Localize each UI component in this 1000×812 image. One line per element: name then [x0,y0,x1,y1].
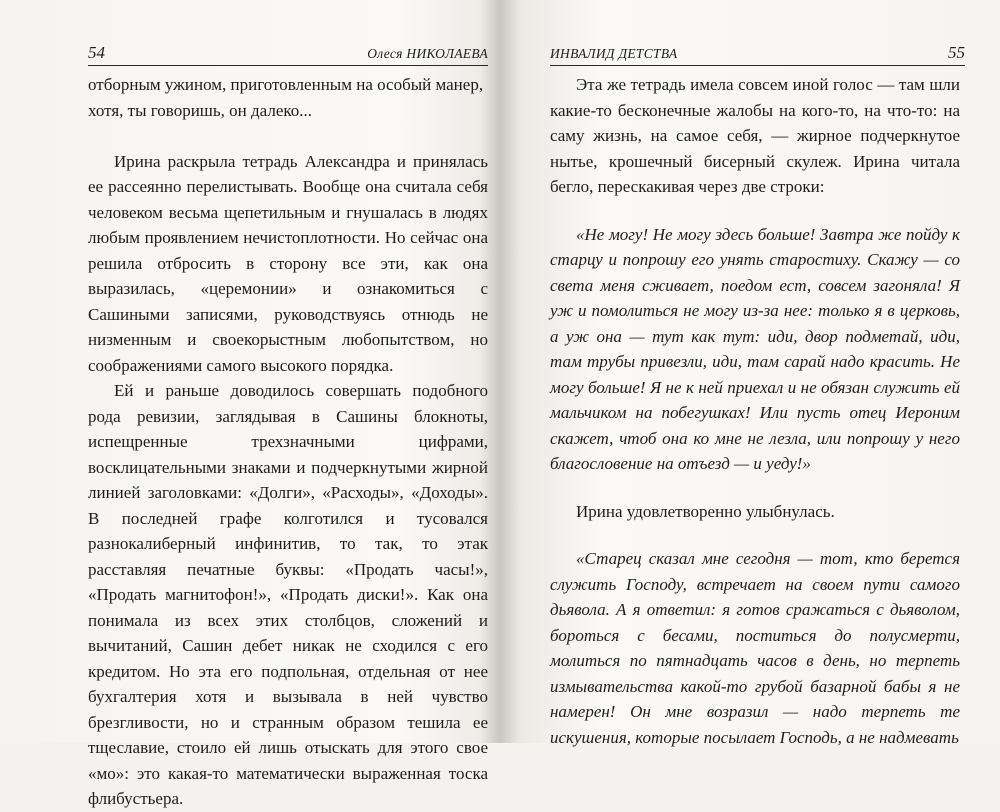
page-number: 55 [948,43,965,62]
header-rule [88,65,488,66]
header-rule [550,65,965,66]
right-page-header [550,43,965,73]
paragraph: отборным ужином, приготовленным на особый манер, хотя, ты говоришь, он далеко... [88,75,484,120]
paragraph: Ирина раскрыла тетрадь Александра и принялась ее рассеянно перелистывать. Вообще она считала себя человеком весьма щепетильным и гнушалась в людях любым проявлением нечистоплотности. Но сейчас она решила отбросить в сторону все эти, как она выразилась, «церемонии» и ознакомиться с Сашиными записями, руководствуясь отнюдь не низменным и своекорыстным любопытством, но соображениями самого высокого порядка. [88,151,488,375]
quoted-diary-entry: «Не могу! Не могу здесь больше! Завтра же пойду к старцу и попрошу его унять старостиху. Скажу — со света меня сживает, поедом ест, совсем загоняла! Я уж и помолиться не могу из-за нее: только я в церковь, а уж она — тут как тут: иди, двор подметай, иди, там трубы привезли, иди, там сарай надо красить. Не могу больше! Я не к ней приехал и не обязан служить ей мальчиком на побегушках! Или пусть отец Иероним скажет, чтоб она ко мне не лезла, или попрошу у него благословение на отъезд — и уеду!» [550,224,960,473]
left-page [0,0,500,808]
paragraph: Ей и раньше доводилось совершать подобного рода ревизии, заглядывая в Сашины блокноты, испещренные трехзначными цифрами, восклицательными знаками и подчеркнутыми жирной линией заголовками: «Долги», «Расходы», «Доходы». В последней графе колготился и тусовался разнокалиберный инфинитив, то так, то этак расставляя печатные буквы: «Продать часы!», «Продать магнитофон!», «Продать диски!». Как она понимала из всех этих столбцов, сложений и вычитаний, Сашин дебет никак не сходился с его кредитом. Но эта его подпольная, отдельная от нее бухгалтерия хотя и вызывала в ней чувство брезгливости, но и странным образом тешила ее тщеславие, стоило ей лишь отыскать для этого свое «мо»: это какая-то математически выраженная тоска флибустьера. [88,381,488,808]
right-page-body [550,72,960,750]
running-title: Олеся НИКОЛАЕВА [367,46,488,61]
paragraph: Ирина удовлетворенно улыбнулась. [576,501,835,521]
paragraph: Эта же тетрадь имела совсем иной голос — там шли какие-то бесконечные жалобы на кого-то, на что-то: на саму жизнь, на самое себя, — жирное подчеркнутое нытье, крошечный бисерный скулеж. Ирина читала бегло, перескакивая через две строки: [550,75,960,196]
right-page [520,0,1000,747]
left-page-header [88,43,488,73]
running-title: ИНВАЛИД ДЕТСТВА [550,46,678,61]
page-number: 54 [88,43,105,62]
quoted-diary-entry: «Старец сказал мне сегодня — тот, кто берется служить Господу, встречает на своем пути самого дьявола. А я ответил: я готов сражаться с дьяволом, бороться с бесами, поститься до полусмерти, молиться по пятнадцать часов в день, но терпеть измывательства какой-то грубой базарной бабы я не намерен! Он мне возразил — надо терпеть те искушения, которые посылает Господь, а не надмевать [550,549,960,747]
left-page-body [88,72,488,812]
